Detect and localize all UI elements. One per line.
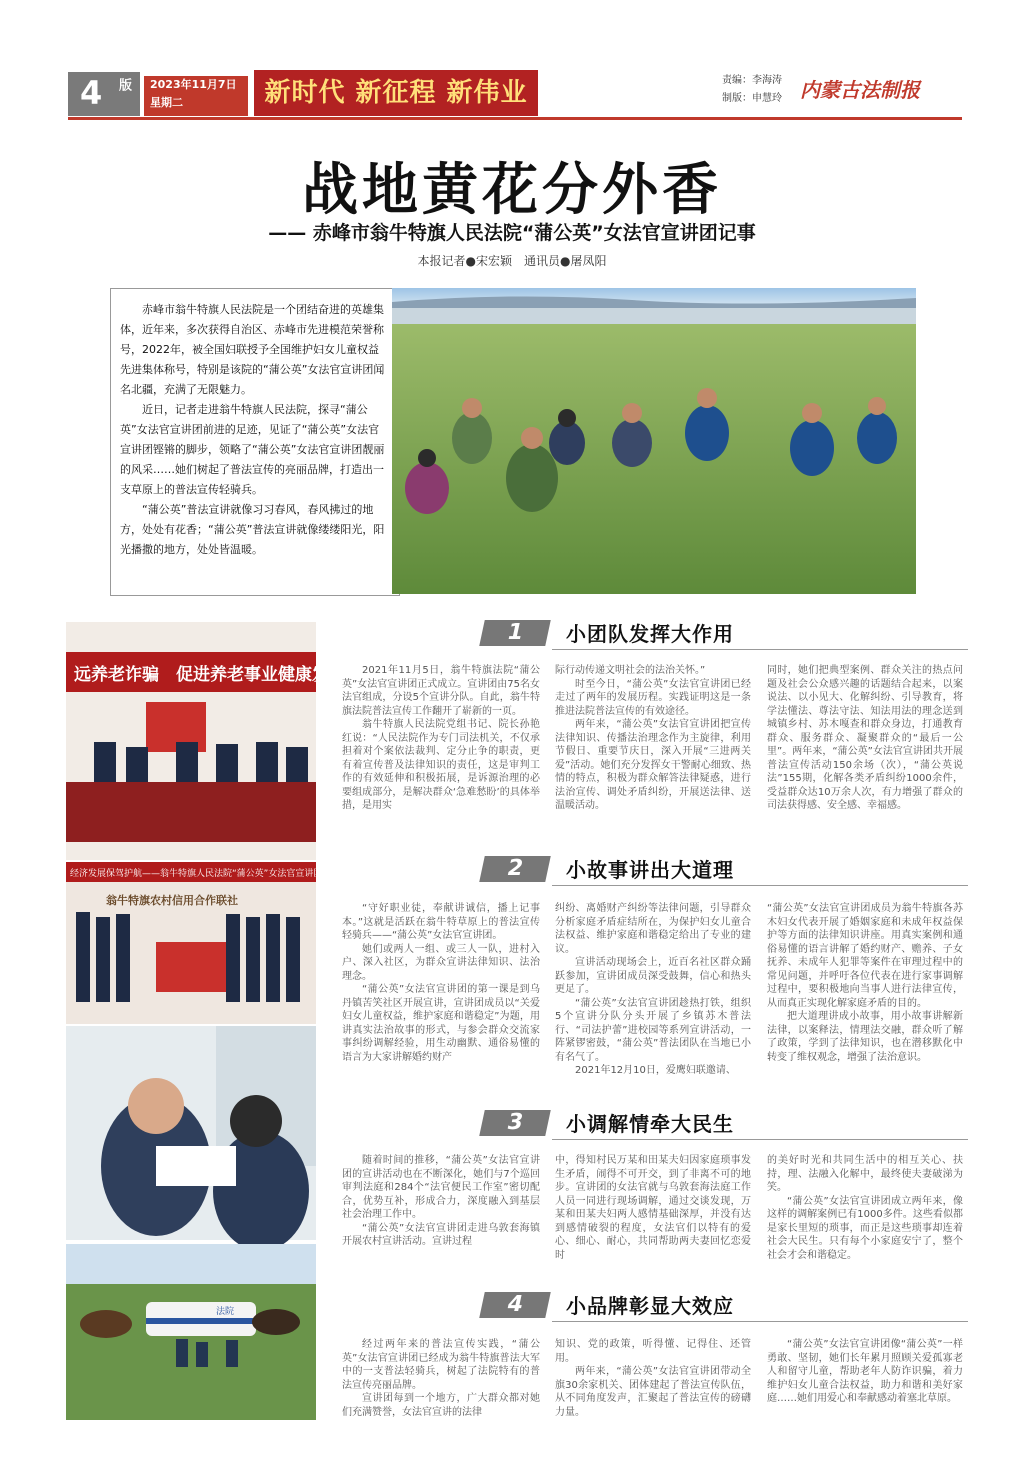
photo-car-label: 法院 — [216, 1307, 235, 1317]
section-title: 小调解情牵大民生 — [566, 1112, 734, 1136]
photo-banner-text-2: 经济发展保驾护航——翁牛特旗人民法院“蒲公英”女法官宣讲团 — [70, 869, 323, 879]
paragraph: 两年来，“蒲公英”女法官宣讲团带动全旗30余家机关、团体建起了普法宣传队伍，从不同角度发声，汇聚起了普法宣传的磅礴力量。 — [555, 1366, 751, 1418]
photo-banner-text-1: 远养老诈骗 促进养老事业健康发展 — [74, 665, 346, 685]
date: 2023年11月7日 — [150, 78, 237, 91]
paragraph: 际行动传递文明社会的法治关怀。” — [555, 665, 706, 676]
paragraph: “守好职业徒，奉献讲诚信，播上记事本。”这就是活跃在翁牛特草原上的普法宣传轻骑兵——“蒲公英”女法官宣讲团。 — [342, 903, 540, 941]
section-2-column-2 — [555, 902, 751, 1078]
date-box — [144, 76, 248, 116]
photo-court-car-grassland — [66, 1244, 316, 1420]
paragraph: 中，得知村民万某和田某夫妇因家庭琐事发生矛盾，闹得不可开交，到了非离不可的地步。宣讲团的女法官就与乌敦套海法庭工作人员一同进行现场调解，通过交谈发现，万某和田某夫妇两人感情基础深厚，并没有达到感情破裂的程度，女法官们以特有的爱心、细心、耐心，共同帮助两夫妻回忆恋爱时 — [555, 1155, 751, 1261]
paragraph: 翁牛特旗人民法院党组书记、院长孙艳红说：“人民法院作为专门司法机关，不仅承担着对个案依法裁判、定分止争的职责，更有着宣传普及法律知识的责任，这是审判工作的有效延伸和积极拓展，是诉源治理的必要组成部分，是解决群众‘急难愁盼’的具体举措，是用实 — [342, 719, 540, 811]
section-header-4 — [482, 1288, 968, 1322]
section-rule — [552, 885, 968, 886]
section-rule — [552, 1321, 968, 1322]
intro-paragraph: 赤峰市翁牛特旗人民法院是一个团结奋进的英雄集体，近年来，多次获得自治区、赤峰市先进模范荣誉称号，2022年，被全国妇联授予全国维护妇女儿童权益先进集体称号，特别是该院的“蒲公英”女法官宣讲团闻名北疆，充满了无限魅力。 — [120, 303, 385, 396]
paragraph: 的美好时光和共同生活中的相互关心、扶持，理、法融入化解中，最终使夫妻破涕为笑。 — [767, 1155, 963, 1193]
section-1-column-2 — [555, 664, 751, 813]
paragraph: “蒲公英”女法官宣讲团趁热打铁，组织5个宣讲分队分头开展了乡镇苏木普法行、“司法护蕾”进校园等系列宣讲活动，一阵紧锣密鼓，“蒲公英”普法团队在当地已小有名气了。 — [555, 997, 751, 1063]
paragraph: 把大道理讲成小故事，用小故事讲解新法律，以案释法，情理法交融，群众听了解了政策，学到了法律知识，也在潜移默化中转变了维权观念，增强了法治意识。 — [767, 1011, 963, 1063]
photo-mediation-desk — [66, 1026, 316, 1240]
header-rule — [68, 117, 962, 120]
paragraph: 宣讲活动现场会上，近百名社区群众踊跃参加，宣讲团成员深受鼓舞，信心和热头更足了。 — [555, 957, 751, 995]
weekday: 星期二 — [150, 96, 183, 109]
editor-credits — [722, 72, 782, 108]
section-header-3 — [482, 1106, 968, 1140]
slogan-banner: 新时代 新征程 新伟业 — [254, 70, 538, 116]
paragraph: 经过两年来的普法宣传实践，“蒲公英”女法官宣讲团已经成为翁牛特旗普法大军中的一支普法轻骑兵，树起了法院特有的普法宣传亮丽品牌。 — [342, 1339, 540, 1391]
section-header-2 — [482, 852, 968, 886]
section-4-column-3 — [767, 1338, 963, 1406]
section-2-column-3 — [767, 902, 963, 1064]
paragraph: 时至今日，“蒲公英”女法官宣讲团已经走过了两年的发展历程。实践证明这是一条推进法院普法宣传的有效途径。 — [555, 678, 751, 717]
main-photo-grassland — [392, 288, 916, 594]
paragraph: “蒲公英”女法官宣讲团成立两年来，像这样的调解案例已有1000多件。这些看似都是家长里短的琐事，而正是这些琐事却连着社会大民生。只有每个小家庭安宁了，整个社会才会和谐稳定。 — [767, 1195, 963, 1261]
intro-paragraph: “蒲公英”普法宣讲就像习习春风，春风拂过的地方，处处有花香；“蒲公英”普法宣讲就像缕缕阳光，阳光播撒的地方，处处皆温暖。 — [120, 503, 385, 556]
section-1-column-3 — [767, 664, 963, 813]
section-title: 小故事讲出大道理 — [566, 858, 734, 882]
section-3-column-3 — [767, 1154, 963, 1262]
page-suffix: 版 — [116, 78, 131, 91]
section-number: 1 — [479, 620, 551, 646]
photo-banner-meeting — [66, 622, 346, 860]
paragraph: “蒲公英”女法官宣讲团成员为翁牛特旗各苏木妇女代表开展了婚姻家庭和未成年权益保护等方面的法律知识讲座。用真实案例和通俗易懂的语言讲解了婚约财产、赡养、子女抚养、未成年人犯罪等案件在审理过程中的常见问题，并呼吁各位代表在进行家事调解过程中，要积极地向当事人进行法律宣传，从而真正实现化解家庭矛盾的目的。 — [767, 903, 963, 1009]
page-number: 4 — [80, 74, 103, 112]
paragraph: “蒲公英”女法官宣讲团走进乌敦套海镇开展农村宣讲活动。宣讲过程 — [342, 1222, 540, 1247]
article-title: 战地黄花分外香 — [302, 157, 722, 223]
paragraph: “蒲公英”女法官宣讲团的第一课是到乌丹镇苦笑社区开展宣讲，宣讲团成员以“关爱妇女儿童权益，维护家庭和谐稳定”为题，用讲真实法治故事的形式，与参会群众交流家事纠纷调解经验，用生动幽默、通俗易懂的语言为大家讲解婚约财产 — [342, 984, 540, 1063]
section-header-1 — [482, 616, 968, 650]
section-number: 3 — [479, 1110, 551, 1136]
section-number: 2 — [479, 856, 551, 882]
photo-group-flag — [66, 862, 323, 1024]
paragraph: 随着时间的推移，“蒲公英”女法官宣讲团的宣讲活动也在不断深化，她们与7个巡回审判法庭和284个“法官便民工作室”密切配合，优势互补，形成合力，深度融入到基层社会治理工作中。 — [342, 1155, 540, 1220]
section-3-column-1 — [342, 1154, 540, 1249]
section-title: 小品牌彰显大效应 — [566, 1294, 734, 1318]
section-3-column-2 — [555, 1154, 751, 1262]
paragraph: 她们或两人一组、或三人一队，进村入户、深入社区，为群众宣讲法律知识、法治理念。 — [342, 943, 540, 982]
page-number-box — [68, 72, 140, 116]
section-rule — [552, 1139, 968, 1140]
intro-paragraph: 近日，记者走进翁牛特旗人民法院，探寻“蒲公英”女法官宣讲团前进的足迹，见证了“蒲公英”女法官宣讲团铿锵的脚步，领略了“蒲公英”女法官宣讲团靓丽的风采……她们树起了普法宣传的亮丽品牌，打造出一支草原上的普法宣传轻骑兵。 — [120, 403, 385, 496]
paragraph: 两年来，“蒲公英”女法官宣讲团把宣传法律知识、传播法治理念作为主旋律，利用节假日、重要节庆日，深入开展“三进两关爱”活动。她们充分发挥女干警耐心细致、热情的特点，积极为群众解答法律疑惑，进行法治宣传、调处矛盾纠纷，开展送法律、送温暖活动。 — [555, 719, 751, 811]
paragraph: 同时，她们把典型案例、群众关注的热点问题及社会公众感兴趣的话题结合起来，以案说法、以小见大、化解纠纷、引导教育，将学法懂法、尊法守法、知法用法的理念送到城镇乡村、苏木嘎查和群众身边，打通教育群众、服务群众、凝聚群众的“最后一公里”。两年来，“蒲公英”女法官宣讲团共开展普法宣传活动150余场（次），“蒲公英说法”155期，化解各类矛盾纠纷1000余件，受益群众达10万余人次，有力增强了群众的司法获得感、安全感、幸福感。 — [767, 665, 963, 811]
paragraph: 知识、党的政策，听得懂、记得住、还管用。 — [555, 1339, 751, 1364]
section-1-column-1 — [342, 664, 540, 813]
editor: 责编：李海涛 — [722, 75, 782, 86]
designer: 制版：申慧玲 — [722, 93, 782, 104]
intro-text — [120, 300, 388, 560]
section-rule — [552, 649, 968, 650]
paragraph: “蒲公英”女法官宣讲团像“蒲公英”一样勇敢、坚韧，她们长年累月照顾关爱孤寡老人和留守儿童，帮助老年人防诈识骗，着力维护妇女儿童合法权益，助力和谐和美好家庭……她们用爱心和奉献感动着塞北草原。 — [767, 1339, 963, 1404]
section-4-column-1 — [342, 1338, 540, 1419]
paragraph: 纠纷、离婚财产纠纷等法律问题，引导群众分析家庭矛盾症结所在，为保护妇女儿童合法权益、维护家庭和谐稳定给出了专业的建议。 — [555, 903, 751, 955]
byline: 本报记者●宋宏颖 通讯员●屠凤阳 — [417, 254, 607, 268]
article-subtitle: —— 赤峰市翁牛特旗人民法院“蒲公英”女法官宣讲团记事 — [268, 222, 756, 244]
section-2-column-1 — [342, 902, 540, 1064]
section-4-column-2 — [555, 1338, 751, 1419]
newspaper-logo: 内蒙古法制报 — [800, 78, 920, 102]
paragraph: 2021年12月10日，爱鹰妇联邀请、 — [575, 1065, 736, 1076]
photo-banner-text-3: 翁牛特旗农村信用合作联社 — [106, 894, 238, 907]
section-number: 4 — [479, 1292, 551, 1318]
section-title: 小团队发挥大作用 — [566, 622, 734, 646]
paragraph: 宣讲团每到一个地方，广大群众都对她们充满赞誉，女法官宣讲的法律 — [342, 1393, 540, 1418]
paragraph: 2021年11月5日，翁牛特旗法院“蒲公英”女法官宣讲团正式成立。宣讲团由75名女法官组成，分设5个宣讲分队。自此，翁牛特旗法院普法宣传工作翻开了崭新的一页。 — [342, 665, 540, 717]
